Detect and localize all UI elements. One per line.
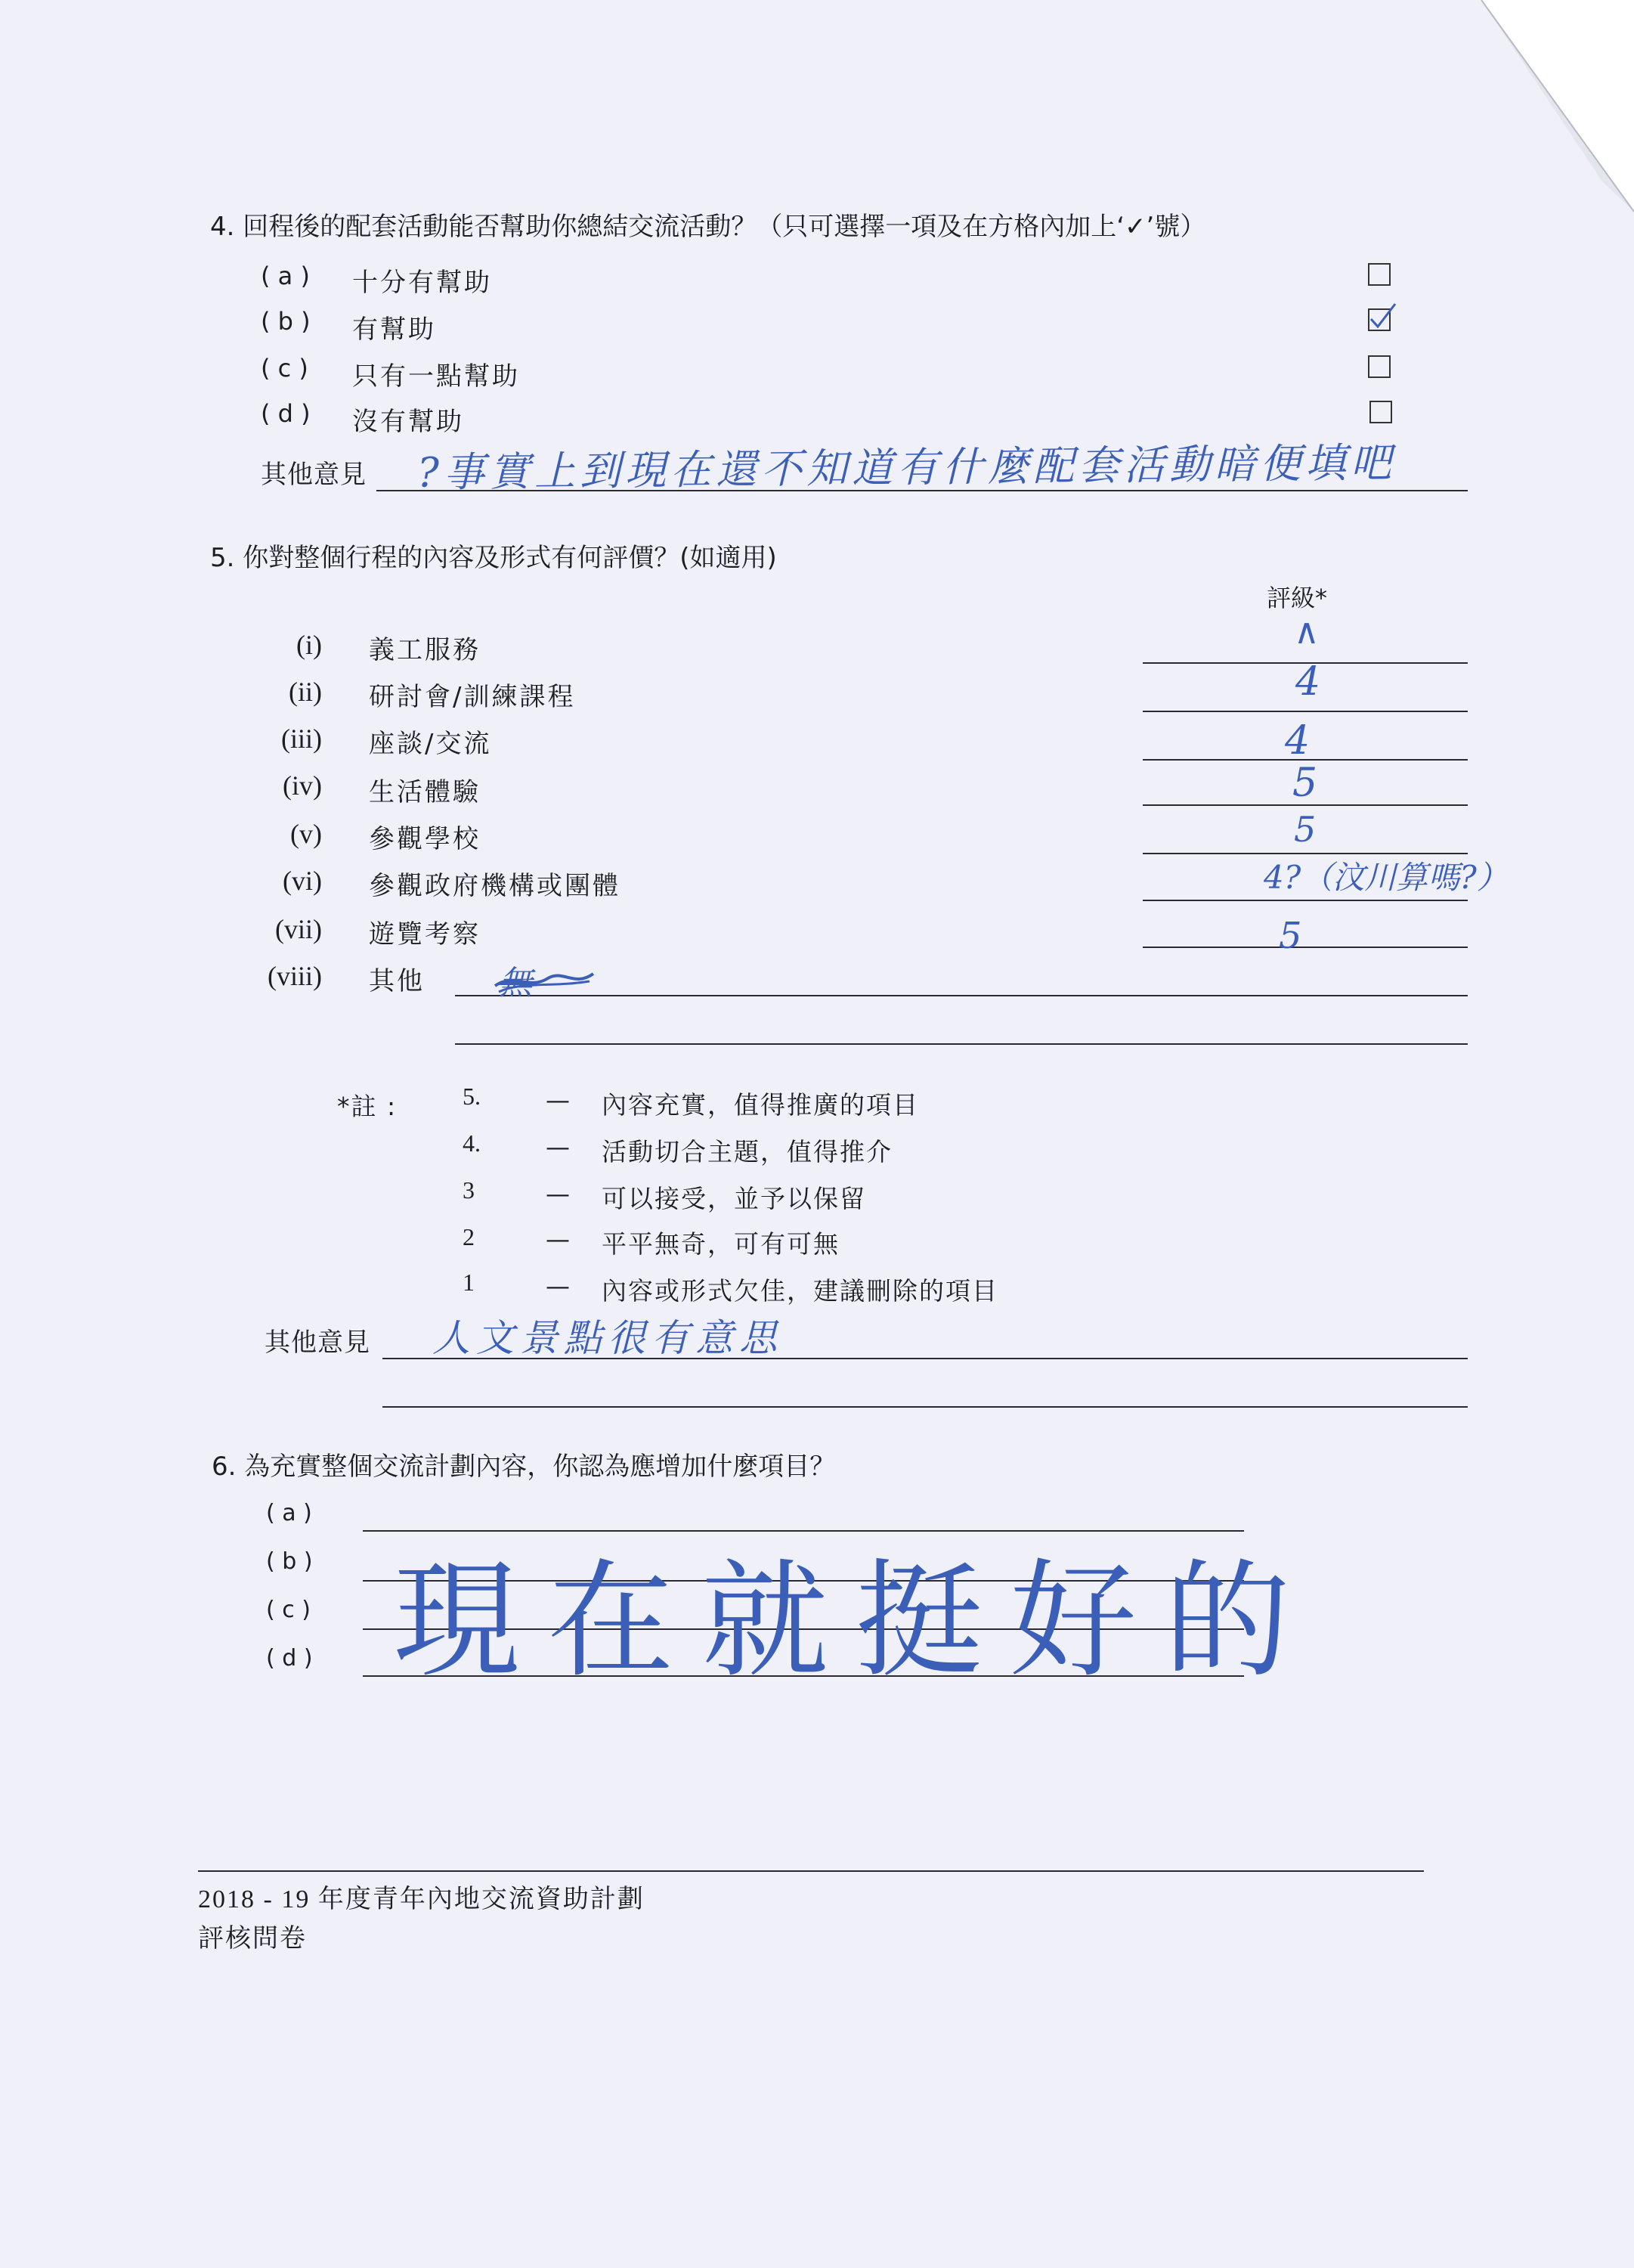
q5-item-number: (vii): [275, 914, 322, 944]
q4-option-label: ( d ): [261, 399, 311, 428]
note-number: 4.: [463, 1129, 481, 1157]
q4-title: 4. 回程後的配套活動能否幫助你總結交流活動？（只可選擇一項及在方格內加上‘✓’號）: [210, 212, 1206, 242]
q6-line-label: ( c ): [266, 1597, 311, 1623]
q5-item-number: (i): [296, 630, 322, 660]
q5-rating-value[interactable]: 5: [1294, 809, 1317, 850]
note-dash: —: [546, 1179, 570, 1208]
note-text: 可以接受，並予以保留: [602, 1184, 866, 1213]
q4-option-text: 只有一點幫助: [352, 361, 520, 392]
q5-comment-label: 其他意見: [265, 1328, 370, 1358]
q4-option-text: 沒有幫助: [352, 407, 464, 437]
q5-comment-line-2: [382, 1406, 1468, 1408]
footer-rule: [198, 1870, 1424, 1872]
note-number: 1: [463, 1269, 475, 1296]
q6-line-label: ( b ): [266, 1548, 313, 1575]
note-number: 5.: [463, 1083, 481, 1110]
q5-rating-value[interactable]: 4: [1285, 718, 1311, 764]
q4-comment-label: 其他意見: [261, 460, 367, 490]
q5-item-number: (vi): [283, 866, 322, 896]
q5-title: 5. 你對整個行程的內容及形式有何評價？(如適用): [210, 543, 777, 573]
q5-item-label: 遊覽考察: [369, 919, 481, 950]
q5-item-label: 座談/交流: [369, 729, 492, 759]
q5-note-label: *註 :: [337, 1092, 398, 1121]
q5-item-number: (iii): [281, 723, 322, 754]
note-dash: —: [546, 1225, 570, 1253]
footer-form-name: 評核問卷: [198, 1925, 307, 1953]
q5-rating-line: [1143, 947, 1468, 948]
q5-rating-value[interactable]: 5: [1292, 761, 1318, 806]
q5-item-label: 其他: [369, 966, 425, 996]
q5-other-line: [455, 995, 1468, 996]
footer-program-title: 2018 - 19 年度青年內地交流資助計劃: [198, 1885, 645, 1913]
note-text: 內容或形式欠佳，建議刪除的項目: [602, 1276, 998, 1306]
q5-item-label: 參觀政府機構或團體: [369, 871, 620, 901]
q4-option-label: ( b ): [261, 307, 311, 336]
q5-item-number: (iv): [283, 770, 322, 801]
q5-comment-handwriting[interactable]: 人文景點很有意思: [432, 1316, 783, 1360]
note-number: 2: [463, 1223, 475, 1250]
checkmark-icon: [1368, 302, 1398, 333]
note-text: 活動切合主題，值得推介: [602, 1137, 893, 1167]
q4-checkbox-a[interactable]: [1368, 263, 1391, 286]
q5-rating-value[interactable]: 4: [1295, 659, 1321, 705]
note-dash: —: [546, 1272, 570, 1300]
note-dash: —: [546, 1086, 570, 1114]
q5-item-label: 研討會/訓練課程: [369, 682, 576, 712]
q4-checkbox-c[interactable]: [1368, 355, 1391, 378]
note-text: 平平無奇，可有可無: [602, 1229, 840, 1259]
q4-checkbox-b[interactable]: [1368, 308, 1391, 331]
q5-other-line-2: [455, 1043, 1468, 1045]
q5-item-label: 義工服務: [369, 635, 481, 665]
note-number: 3: [463, 1176, 475, 1204]
q5-other-handwriting[interactable]: 無: [499, 964, 532, 1002]
q4-option-text: 有幫助: [352, 314, 436, 345]
q5-rating-line: [1143, 900, 1468, 901]
q6-title: 6. 為充實整個交流計劃內容，你認為應增加什麼項目？: [212, 1452, 836, 1482]
q5-item-number: (v): [290, 819, 322, 849]
q6-line-label: ( a ): [266, 1500, 312, 1526]
q6-answer-handwriting[interactable]: 現在就挺好的: [393, 1547, 1318, 1695]
q5-item-label: 參觀學校: [369, 824, 481, 854]
q4-comment-handwriting[interactable]: ?事實上到現在還不知道有什麼配套活動暗便填吧: [416, 438, 1397, 497]
q5-rating-value[interactable]: 4?（汶川算嗎?）: [1264, 859, 1509, 896]
q5-item-number: (viii): [268, 961, 322, 991]
q5-rating-line: [1143, 711, 1468, 712]
scribble-icon: [491, 965, 597, 995]
note-dash: —: [546, 1132, 570, 1161]
note-text: 內容充實，值得推廣的項目: [602, 1090, 919, 1120]
q5-item-label: 生活體驗: [369, 777, 481, 807]
q4-option-label: ( a ): [261, 262, 310, 290]
q4-option-text: 十分有幫助: [352, 268, 492, 298]
q4-checkbox-d[interactable]: [1369, 401, 1392, 423]
q5-rating-value[interactable]: 5: [1279, 915, 1302, 957]
q5-rating-header: 評級*: [1267, 584, 1328, 612]
q5-item-number: (ii): [289, 677, 322, 707]
q4-option-label: ( c ): [261, 354, 308, 383]
q6-line-label: ( d ): [266, 1645, 313, 1672]
q5-rating-value[interactable]: ∧: [1294, 611, 1320, 652]
